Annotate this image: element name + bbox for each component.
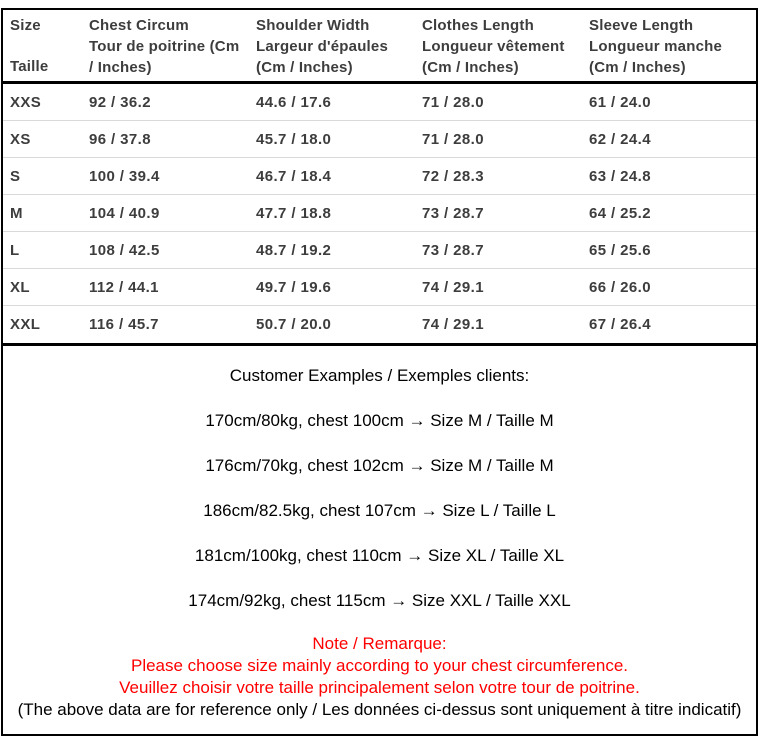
table-row xyxy=(3,121,756,158)
example-line: 186cm/82.5kg, chest 107cm → Size L / Taille L xyxy=(203,501,556,520)
column-header-shoulder xyxy=(256,15,422,77)
table-row xyxy=(3,232,756,269)
size-table xyxy=(3,10,756,346)
clothes-length-cell: 72 / 28.3 xyxy=(422,167,484,185)
sleeve-length-cell: 66 / 26.0 xyxy=(589,278,651,296)
table-row xyxy=(3,269,756,306)
chest-cell: 100 / 39.4 xyxy=(89,167,160,185)
column-header-clothes-length xyxy=(422,15,589,77)
clothes-length-cell: 74 / 29.1 xyxy=(422,278,484,296)
shoulder-cell: 44.6 / 17.6 xyxy=(256,93,332,111)
size-cell: XS xyxy=(10,130,31,148)
sleeve-length-cell: 63 / 24.8 xyxy=(589,167,651,185)
column-label-en: Sleeve Length xyxy=(589,17,694,34)
examples-title: Customer Examples / Exemples clients: xyxy=(229,366,530,385)
table-row xyxy=(3,195,756,232)
column-label-en: Clothes Length xyxy=(422,17,534,34)
column-label-fr: Tour de poitrine (Cm / Inches) xyxy=(89,38,240,76)
column-header-size xyxy=(3,15,89,77)
sleeve-length-cell: 64 / 25.2 xyxy=(589,204,651,222)
size-chart-sheet xyxy=(1,8,758,736)
sleeve-length-cell: 67 / 26.4 xyxy=(589,316,651,333)
note-line-en: Please choose size mainly according to your chest circumference. xyxy=(130,656,628,675)
table-row xyxy=(3,158,756,195)
column-label-fr: Longueur manche (Cm / Inches) xyxy=(589,38,723,76)
shoulder-cell: 47.7 / 18.8 xyxy=(256,204,332,222)
note-title: Note / Remarque: xyxy=(312,634,447,653)
size-cell: XL xyxy=(10,278,30,296)
chest-cell: 92 / 36.2 xyxy=(89,93,151,111)
example-line: 176cm/70kg, chest 102cm → Size M / Taille M xyxy=(205,456,554,475)
disclaimer: (The above data are for reference only / Les données ci-dessus sont uniquement à titre indicatif) xyxy=(17,700,742,719)
column-header-chest xyxy=(89,15,256,77)
column-label-en: Size xyxy=(10,17,41,34)
chest-cell: 108 / 42.5 xyxy=(89,241,160,259)
note-line-fr: Veuillez choisir votre taille principalement selon votre tour de poitrine. xyxy=(119,678,640,697)
example-line: 181cm/100kg, chest 110cm → Size XL / Taille XL xyxy=(194,546,565,565)
chest-cell: 104 / 40.9 xyxy=(89,204,160,222)
clothes-length-cell: 73 / 28.7 xyxy=(422,204,484,222)
table-header-row xyxy=(3,10,756,84)
sleeve-length-cell: 61 / 24.0 xyxy=(589,93,651,111)
example-line: 174cm/92kg, chest 115cm → Size XXL / Taille XXL xyxy=(188,591,571,610)
note-section xyxy=(3,633,756,721)
clothes-length-cell: 71 / 28.0 xyxy=(422,93,484,111)
size-cell: M xyxy=(10,204,23,222)
clothes-length-cell: 74 / 29.1 xyxy=(422,316,484,333)
shoulder-cell: 49.7 / 19.6 xyxy=(256,278,332,296)
chest-cell: 96 / 37.8 xyxy=(89,130,151,148)
column-label-en: Chest Circum xyxy=(89,17,189,34)
clothes-length-cell: 73 / 28.7 xyxy=(422,241,484,259)
size-cell: S xyxy=(10,167,21,185)
customer-examples-section xyxy=(3,366,756,734)
sleeve-length-cell: 65 / 25.6 xyxy=(589,241,651,259)
chest-cell: 112 / 44.1 xyxy=(89,278,159,296)
table-row xyxy=(3,306,756,343)
size-cell: L xyxy=(10,241,20,259)
sleeve-length-cell: 62 / 24.4 xyxy=(589,130,651,148)
shoulder-cell: 50.7 / 20.0 xyxy=(256,316,332,333)
clothes-length-cell: 71 / 28.0 xyxy=(422,130,484,148)
column-label-fr: Taille xyxy=(10,58,49,75)
chest-cell: 116 / 45.7 xyxy=(89,316,159,333)
shoulder-cell: 46.7 / 18.4 xyxy=(256,167,332,185)
table-row xyxy=(3,84,756,121)
column-header-sleeve-length xyxy=(589,15,756,77)
size-cell: XXS xyxy=(10,93,42,111)
example-line: 170cm/80kg, chest 100cm → Size M / Taille M xyxy=(205,411,554,430)
shoulder-cell: 45.7 / 18.0 xyxy=(256,130,332,148)
size-cell: XXL xyxy=(10,316,41,333)
column-label-fr: Largeur d'épaules (Cm / Inches) xyxy=(256,38,389,76)
column-label-fr: Longueur vêtement (Cm / Inches) xyxy=(422,38,565,76)
column-label-en: Shoulder Width xyxy=(256,17,370,34)
shoulder-cell: 48.7 / 19.2 xyxy=(256,241,332,259)
